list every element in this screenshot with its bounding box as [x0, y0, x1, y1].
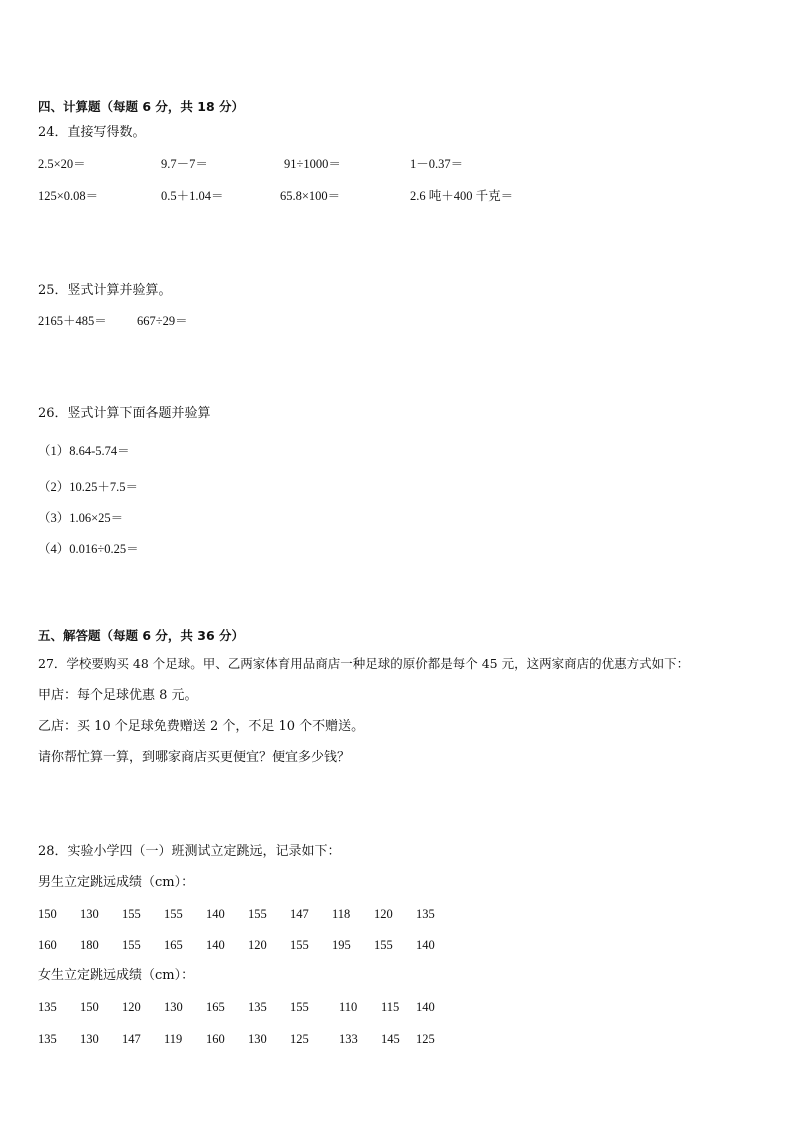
q24-item: 65.8×100＝	[280, 189, 341, 203]
score-cell: 125	[290, 1032, 309, 1046]
score-cell: 165	[164, 938, 183, 952]
score-cell: 135	[248, 1000, 267, 1014]
score-cell: 155	[122, 907, 141, 921]
q27-prompt: 27．学校要购买 48 个足球。甲、乙两家体育用品商店一种足球的原价都是每个 45 元，这两家商店的优惠方式如下：	[38, 656, 690, 671]
score-cell: 140	[416, 938, 435, 952]
score-cell: 130	[80, 907, 99, 921]
score-cell: 110	[339, 1000, 358, 1014]
score-cell: 165	[206, 1000, 225, 1014]
q24-item: 0.5＋1.04＝	[161, 189, 224, 203]
score-cell: 155	[122, 938, 141, 952]
q27-shop-b: 乙店：买 10 个足球免费赠送 2 个，不足 10 个不赠送。	[38, 719, 365, 734]
score-cell: 130	[164, 1000, 183, 1014]
score-cell: 160	[206, 1032, 225, 1046]
q27-shop-a: 甲店：每个足球优惠 8 元。	[38, 688, 198, 703]
section5-heading: 五、解答题（每题 6 分，共 36 分）	[38, 628, 245, 643]
score-cell: 145	[381, 1032, 400, 1046]
q25-item: 667÷29＝	[137, 314, 188, 328]
score-cell: 160	[38, 938, 57, 952]
score-cell: 140	[206, 938, 225, 952]
score-cell: 155	[290, 938, 309, 952]
q28-prompt: 28．实验小学四（一）班测试立定跳远，记录如下：	[38, 844, 341, 859]
score-cell: 150	[38, 907, 57, 921]
q24-item: 91÷1000＝	[284, 157, 341, 171]
score-cell: 147	[122, 1032, 141, 1046]
q25-prompt: 25．竖式计算并验算。	[38, 283, 172, 298]
score-cell: 135	[38, 1000, 57, 1014]
score-cell: 120	[122, 1000, 141, 1014]
score-cell: 115	[381, 1000, 400, 1014]
q26-item-4: （4）0.016÷0.25＝	[38, 542, 139, 556]
q24-prompt: 24．直接写得数。	[38, 125, 146, 140]
boys-label: 男生立定跳远成绩（cm）：	[38, 875, 195, 890]
score-cell: 130	[80, 1032, 99, 1046]
score-cell: 133	[339, 1032, 358, 1046]
score-cell: 120	[248, 938, 267, 952]
q25-item: 2165＋485＝	[38, 314, 107, 328]
score-cell: 130	[248, 1032, 267, 1046]
score-cell: 155	[374, 938, 393, 952]
girls-label: 女生立定跳远成绩（cm）：	[38, 968, 195, 983]
score-cell: 155	[290, 1000, 309, 1014]
score-cell: 195	[332, 938, 351, 952]
q26-item-1: （1）8.64-5.74＝	[38, 444, 130, 458]
score-cell: 120	[374, 907, 393, 921]
q27-question: 请你帮忙算一算，到哪家商店买更便宜？便宜多少钱？	[38, 750, 351, 765]
q24-item: 1－0.37＝	[410, 157, 464, 171]
q24-item: 9.7－7＝	[161, 157, 208, 171]
q24-item: 2.5×20＝	[38, 157, 86, 171]
score-cell: 150	[80, 1000, 99, 1014]
score-cell: 118	[332, 907, 351, 921]
section4-heading: 四、计算题（每题 6 分，共 18 分）	[38, 99, 245, 114]
score-cell: 155	[164, 907, 183, 921]
score-cell: 147	[290, 907, 309, 921]
q26-prompt: 26．竖式计算下面各题并验算	[38, 406, 211, 421]
score-cell: 155	[248, 907, 267, 921]
q24-item: 2.6 吨＋400 千克＝	[410, 189, 514, 203]
score-cell: 135	[416, 907, 435, 921]
score-cell: 135	[38, 1032, 57, 1046]
q26-item-3: （3）1.06×25＝	[38, 511, 124, 525]
q24-item: 125×0.08＝	[38, 189, 99, 203]
score-cell: 119	[164, 1032, 183, 1046]
score-cell: 180	[80, 938, 99, 952]
score-cell: 140	[206, 907, 225, 921]
score-cell: 140	[416, 1000, 435, 1014]
score-cell: 125	[416, 1032, 435, 1046]
q26-item-2: （2）10.25＋7.5＝	[38, 480, 139, 494]
